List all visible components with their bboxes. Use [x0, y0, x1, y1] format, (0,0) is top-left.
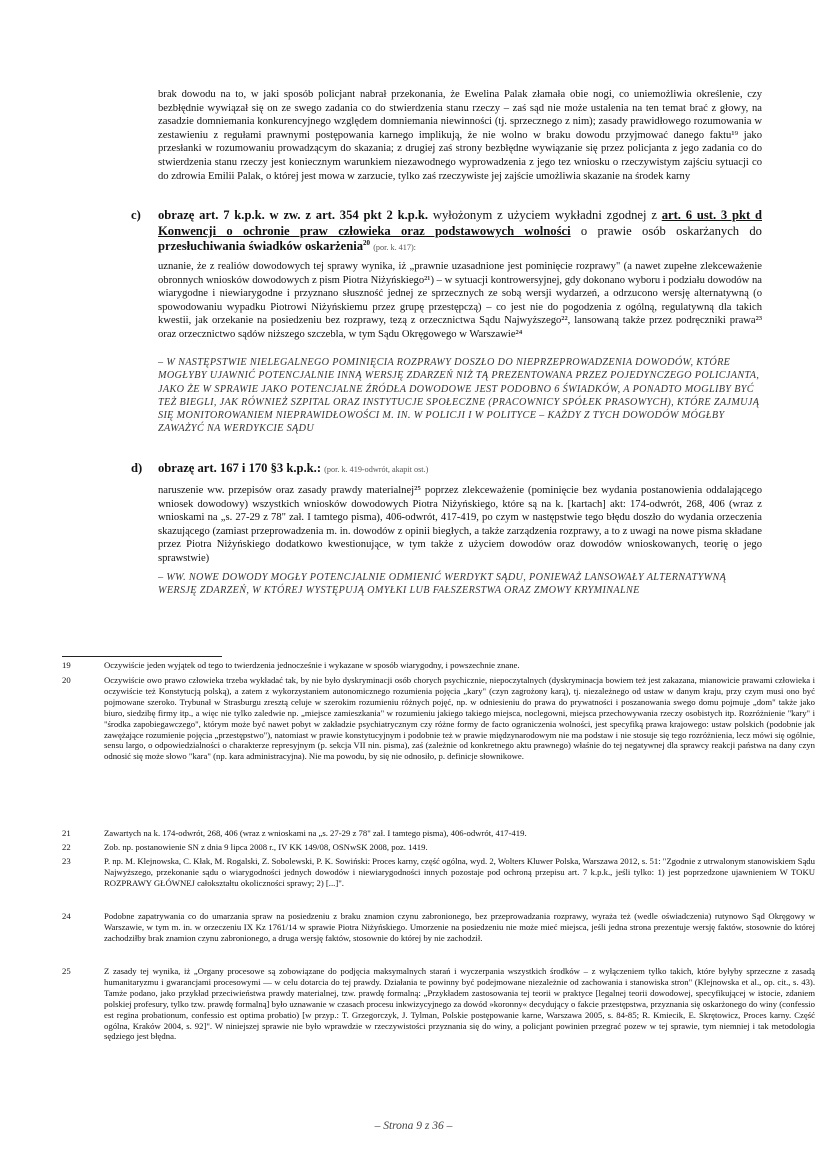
footnote-text: Zob. np. postanowienie SN z dnia 9 lipca 2008 r., IV KK 149/08, OSNwSK 2008, poz. 1419.	[104, 842, 428, 852]
footnote-number: 21	[62, 828, 71, 838]
footnote-text: Oczywiście owo prawo człowieka trzeba wykładać tak, by nie było dyskryminacji osób chorych psychicznie, niepoczytalnych (dyskryminacja bowiem też jest zakazana, mianowicie prawami człowieka i oczywiście też Konstytucją polską), a zatem z wykorzystaniem autonomicznego rozumienia pojęcia „kary" (czyn zagrożony karą), tj. niezależnego od ustaw w danym kraju, przy czym musi ono być pojmowane szeroko. Trybunał w Strasburgu zresztą celuje w szerokim rozumieniu różnych pojęć, np. w odniesieniu do prawa do prywatności i poszanowania swego domu pojmuje „dom" także jako biuro, siedzibę firmy itp., a więc nie tylko zaledwie np. „miejsce zamieszkania" w rozumieniu jakiego takiego miejsca, noclegowni, miejsca przechowywania rzeczy osobistych itp. Rozróżnienie "kary" i "środka zapobiegawczego", którym może być nawet pobyt w zakładzie psychiatrycznym czy różne formy de facto ograniczenia wolności, jest specyfiką prawa krajowego: ustaw polskich (podobnie jak zawężające rozumienie pojęcia „przestępstwo"), natomiast w prawie konstytucyjnym i podobnie też w prawie międzynarodowym nie ma podstaw i nie stosuje się tego rozróżnienia, lecz mówi się ogólnie, sensu largo, o odpowiedzialności o charakterze represyjnym (p. sekcja VII nin. pisma), zaś (zależnie od konkretnego aktu prawnego) właśnie do tej negatywnej dla sprawcy reakcji państwa na dany czyn odnosić się może słowo "kara" (np. kara administracyjna). Nie ma powodu, by się nie odnosiło, p. definicje słownikowe.	[104, 675, 815, 762]
footnote-text: Podobne zapatrywania co do umarzania spraw na posiedzeniu z braku znamion czynu zabronionego, bez przeprowadzania rozprawy, wyraża też (wedle oświadczenia) rutynowo Sąd Okręgowy w Warszawie, w tym m. in. w orzeczeniu IX Kz 1761/14 w sprawie Piotra Niżyńskiego. Umorzenie na posiedzeniu nie może mieć miejsca, jeśli jedna strona prezentuje wersję faktów, stosownie do której zachodziłby brak znamion czynu zabronionego, a druga wersję faktów, stosownie do której by nie zachodził.	[104, 911, 815, 943]
item-c-bold-1: obrazę art. 7 k.p.k. w zw. z art. 354 pkt 2 k.p.k.	[158, 208, 429, 222]
item-d-marker: d)	[131, 461, 143, 475]
item-c-caps-statement: – W NASTĘPSTWIE NIELEGALNEGO POMINIĘCIA ROZPRAWY DOSZŁO DO NIEPRZEPROWADZENIA DOWODÓW, KTÓRE MOGŁYBY UJAWNIĆ POTENCJALNIE INNĄ WERSJĘ ZDARZEŃ NIŻ TĄ PREZENTOWANA PRZEZ POJEDYNCZEGO POLICJANTA, JAKO ŻE W SPRAWIE JAKO POTENCJALNE ŹRÓDŁA DOWODOWE JEST PODOBNO 6 ŚWIADKÓW, A PONADTO MOGLIBY BYĆ TEŻ BIEGLI, JAK RÓWNIEŻ SZPITAL ORAZ INSTYTUCJE SPOŁECZNE (PRACOWNICY SPÓŁEK PRASOWYCH), KTÓRE ZAJMUJĄ SIĘ MONITOROWANIEM NIEPRAWIDŁOWOŚCI M. IN. W POLICJI I W POLITYCE – KAŻDY Z TYCH DOWODÓW MÓGŁBY ZAWAŻYĆ NA WERDYKCIE SĄDU	[158, 357, 760, 435]
page-number-footer: – Strona 9 z 36 –	[374, 1120, 453, 1132]
footnote-ref-20[interactable]: 20	[363, 238, 371, 247]
item-d-body: naruszenie ww. przepisów oraz zasady prawdy materialnej²⁵ poprzez zlekceważenie (pominięcie bez wydania postanowienia oddalającego wniosek dowodowy) wszystkich wniosków dowodowych Piotra Niżyńskiego, które są na k. [kartach] akt: 174-odwrót, 268, 406 (wraz z wnioskami na „s. 27-29 z 78" zał. I tamtego pisma), 406-odwrót, 417-419, po czym w następstwie tego błędu doszło do wydania orzeczenia skazującego (zamiast przeprowadzenia m. in. dowodów z opinii biegłych, a także zarządzenia rozprawy, a to z uwagi na nowe pisma składane przez Piotra Niżyńskiego dodatkowo kwestionujące, w tym także z użyciem dowodów oraz dowodów wnioskowanych, teorię o jego sprawstwie)	[158, 485, 762, 564]
item-c-page-note: (por. k. 417):	[373, 243, 416, 252]
item-c-heading	[158, 208, 762, 256]
item-c-body: uznanie, że z realiów dowodowych tej sprawy wynika, iż „prawnie uzasadnione jest pominięcie rozprawy" (a nawet zupełne zlekceważenie obronnych wniosków dowodowych z pism Piotra Niżyńskiego²¹) – w sytuacji kontrowersyjnej, gdy dokonano wyboru i podziału dowodów na wiarygodne i niewiarygodne i przyznano słuszność jednej ze sprzecznych ze sobą wersji wydarzeń, a odrzucono wersję alternatywną (o spowodowaniu wypadku Piotrowi Niżyńskiemu przez grupę przestępczą) – co jest nie do pogodzenia z ogólną, regulatywną dla takich kwestii, jak orzekanie na posiedzeniu bez rozprawy, tezą z orzecznictwa Sądu Najwyższego²², lansowaną także przez podręczniki prawa²³ oraz orzecznictwo sądów niższego szczebla, w tym Sądu Okręgowego w Warszawie²⁴	[158, 261, 762, 340]
item-c-marker: c)	[131, 208, 141, 222]
item-d-caps-statement: – WW. NOWE DOWODY MOGŁY POTENCJALNIE ODMIENIĆ WERDYKT SĄDU, PONIEWAŻ LANSOWAŁY ALTERNATYWNĄ WERSJĘ ZDARZEŃ, W KTÓREJ WYSTĘPUJĄ OMYŁKI LUB FAŁSZERSTWA ORAZ ZMOWY KRYMINALNE	[158, 572, 727, 597]
item-c-normal-1: wyłożonym z użyciem wykładni zgodnej z	[428, 208, 662, 222]
footnote-text: Zawartych na k. 174-odwrót, 268, 406 (wraz z wnioskami na „s. 27-29 z 78" zał. I tamtego pisma), 406-odwrót, 417-419.	[104, 828, 527, 838]
footnote-number: 24	[62, 911, 71, 921]
footnote-text: Z zasady tej wynika, iż „Organy procesowe są zobowiązane do podjęcia maksymalnych starań i wyczerpania wszystkich środków – z wyłączeniem tylko takich, które byłyby sprzeczne z zasadą humanitaryzmu i gwarancjami procesowymi — w celu dotarcia do tej prawdy. Działania te powinny być podejmowane niezależnie od zachowania i stanowiska stron" (Klejnowska et al., op. cit., s. 43). Tamże podano, jako przykład przeciwieństwa prawdy materialnej, tzw. prawdę formalną: „Przykładem zastosowania tej teorii w praktyce [legalnej teorii dowodowej, specyfikującej w istocie, zdaniem polskiej profesury, tylko tzw. prawdę formalną] było uznawanie w czasach procesu inkwizycyjnego za dowód »koronny« decydujący o fakcie przestępstwa, przyznania się oskarżonego do winy (confessio est regina probationum, confessio est optima probatio) [w przyp.: T. Grzegorczyk, J. Tylman, Polskie postępowanie karne, Warszawa 2005, s. 84-85; R. Kmiecik, E. Skrętowicz, Proces karny. Część ogólna, Kraków 2004, s. 92]". W niniejszej sprawie nie było wprawdzie w rzeczywistości przyznania się do winy, a policjant powinien przegrać pozew w tej sprawie, tym niemniej i tak metodologia sędziego jest błędna.	[104, 966, 815, 1042]
footnote-number: 23	[62, 856, 71, 866]
footnote-number: 19	[62, 660, 71, 670]
footnote-number: 20	[62, 675, 71, 685]
item-d-page-note: (por. k. 419-odwrót, akapit ost.)	[324, 465, 429, 474]
footnote-text: P. np. M. Klejnowska, C. Kłak, M. Rogalski, Z. Sobolewski, P. K. Sowiński: Proces karny, część ogólna, wyd. 2, Wolters Kluwer Polska, Warszawa 2012, s. 51: "Zgodnie z utrwalonym stanowiskiem Sądu Najwyższego, przekonanie sądu o wiarygodności jednych dowodów i niewiarygodności innych pozostaje pod ochroną przepisu art. 7 k.p.k., jeśli tylko: 1) jest poprzedzone ujawnieniem W TOKU ROZPRAWY GŁÓWNEJ całokształtu okoliczności sprawy; 2) [...]".	[104, 856, 815, 888]
footnote-number: 22	[62, 842, 71, 852]
item-c-convention-link[interactable]: art. 6 ust. 3 pkt d Konwencji o ochronie praw człowieka oraz podstawowych wolności	[158, 208, 762, 238]
item-c-bold-2: przesłuchiwania świadków oskarżenia	[158, 239, 364, 253]
item-c-normal-2: o prawie osób oskarżanych do	[570, 223, 762, 238]
paragraph-continuation: brak dowodu na to, w jaki sposób policjant nabrał przekonania, że Ewelina Palak złamała obie nogi, co uniemożliwia określenie, czy bezbłędnie wywiązał się on ze swego zadania co do stwierdzenia stanu rzeczy – zaś sąd nie może ustalenia na ten temat brać z głowy, na zasadzie domniemania konkurencyjnego względem domniemania niewinności (tj. sprzecznego z nim); zasady prawidłowego rozumowania w zestawieniu z regułami prawnymi postępowania karnego implikują, że nie wolno w braku dowodu przyjmować danego faktu¹⁹ jako przesłanki w rozumowaniu prowadzącym do skazania; z drugiej zaś strony bezbłędne wywiązanie się przez policjanta z jego zadania co do stwierdzenia stanu rzeczy jest koniecznym warunkiem niezawodnego wyprowadzenia z jego tez wniosku o rzeczywistym zajściu sytuacji co do zdrowia Emilii Palak, o której jest mowa w zarzucie, tylko zaś rzeczywiste jej zajście umożliwia skazanie na środek karny	[158, 89, 762, 182]
footnote-separator	[62, 656, 222, 657]
footnote-number: 25	[62, 966, 71, 976]
item-d-bold-1: obrazę art. 167 i 170 §3 k.p.k.:	[158, 461, 322, 475]
item-d-heading	[158, 461, 762, 478]
footnote-text: Oczywiście jeden wyjątek od tego to twierdzenia jednocześnie i wykazane w sposób wiarygodny, i powszechnie znane.	[104, 660, 520, 670]
